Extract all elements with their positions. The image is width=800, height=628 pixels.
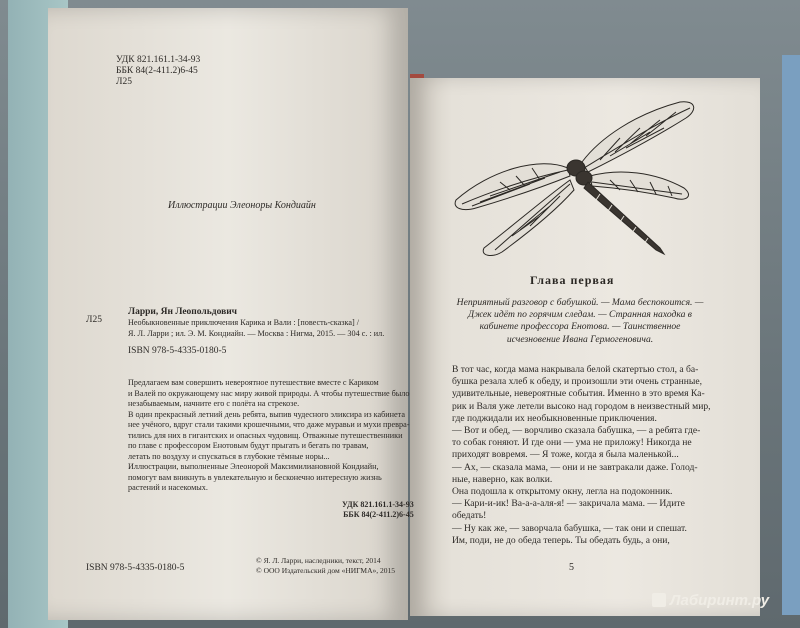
copyright-line: © ООО Издательский дом «НИГМА», 2015 <box>256 566 395 575</box>
body-line: — Ах, — сказала мама, — они и не завтракали даже. Голод- <box>452 461 698 473</box>
copyright <box>256 556 395 576</box>
body-line: ные, наверно, как волки. <box>452 473 553 485</box>
body-line: Она подошла к открытому окну, легла на подоконник. <box>452 486 673 498</box>
body-line: бушка резала хлеб к обеду, и произошли эти очень странные, <box>452 376 703 388</box>
annotation <box>128 378 409 494</box>
udk-line: УДК 821.161.1-34-93 <box>116 55 201 65</box>
dragonfly-illustration <box>450 98 710 268</box>
author-mark-side: Л25 <box>86 315 102 325</box>
labirint-logo-icon <box>652 593 666 607</box>
body-line: В тот час, когда мама накрывала белой скатертью стол, а ба- <box>452 364 699 375</box>
annotation-line: Иллюстрации, выполненные Элеонорой Максимилиановной Кондиайн, <box>128 462 379 471</box>
body-line: приходят вовремя. — Я тоже, когда я была маленькой... <box>452 449 679 461</box>
annotation-line: летать по воздуху и спускаться в глубокие тёмные норы... <box>128 451 330 461</box>
annotation-line: помогут вам вникнуть в увлекательную и бесконечно интересную жизнь <box>128 472 382 482</box>
isbn-line: ISBN 978-5-4335-0180-5 <box>128 346 227 356</box>
body-line: — Ну как же, — заворчала бабушка, — так они и спешат. <box>452 522 687 534</box>
body-line: Им, поди, не до обеда теперь. Ты обедать будь, а они, <box>452 534 670 546</box>
author-name: Ларри, Ян Леопольдович <box>128 307 238 317</box>
annotation-line: незабываемым, начните его с полёта на стрекозе. <box>128 399 300 408</box>
annotation-line: и Валей по окружающему нас миру живой природы. А чтобы путешествие было <box>128 388 410 398</box>
annotation-line: В один прекрасный летний день ребята, выпив чудесного эликсира из кабинета <box>128 409 405 419</box>
annotation-line: Предлагаем вам совершить невероятное путешествие вместе с Кариком <box>128 378 379 387</box>
illustrations-credit: Иллюстрации Элеоноры Кондиайн <box>168 200 316 211</box>
author-mark: Л25 <box>116 77 132 87</box>
bib-line: Я. Л. Ларри ; ил. Э. М. Кондиайн. — Москва : Нигма, 2015. — 304 с. : ил. <box>128 328 385 338</box>
classification-codes <box>342 500 414 520</box>
body-line: где поджидали их необыкновенные приключения. <box>452 412 657 424</box>
watermark-logo <box>652 592 769 609</box>
bbk-code: ББК 84(2-411.2)6-45 <box>343 510 414 519</box>
page-number: 5 <box>569 562 574 573</box>
annotation-line: нее учёного, вдруг стали такими крошечными, что даже муравьи и мухи превра- <box>128 420 410 429</box>
chapter-body <box>452 364 711 547</box>
annotation-line: тились для них в гигантских и опасных чудовищ. Отважные путешественники <box>128 430 403 440</box>
chapter-summary: Неприятный разговор с бабушкой. — Мама беспокоится. — Джек идёт по горячим следам. — Странная находка в кабинете профессора Енотова. — Таинственное исчезновение Ивана Гермогеновича. <box>456 297 704 345</box>
udk-code: УДК 821.161.1-34-93 <box>342 500 414 509</box>
body-line: — Кари-и-ик! Ва-а-а-аля-я! — закричала мама. — Идите <box>452 498 685 510</box>
body-line: обедать! <box>452 510 487 522</box>
annotation-line: растений и насекомых. <box>128 483 208 492</box>
bib-line: Необыкновенные приключения Карика и Вали : [повесть-сказка] / <box>128 318 360 327</box>
udk-block <box>116 55 200 88</box>
watermark-text: Лабиринт.ру <box>670 592 770 609</box>
body-line: — Вот и обед, — ворчливо сказала бабушка, — а ребята где- <box>452 425 701 437</box>
chapter-title: Глава первая <box>530 273 615 287</box>
body-line: то собак гоняют. И где они — ума не приложу! Никогда не <box>452 437 692 449</box>
copyright-line: © Я. Л. Ларри, наследники, текст, 2014 <box>256 556 381 565</box>
body-line: рик и Валя уже летели высоко над городом в неизвестный мир, <box>452 400 711 412</box>
annotation-line: по главе с профессором Енотовым будут прыгать и бегать по травам, <box>128 441 369 450</box>
body-line: удивительные, невероятные события. Именно в это время Ка- <box>452 388 705 400</box>
isbn-bottom: ISBN 978-5-4335-0180-5 <box>86 563 185 573</box>
bbk-line: ББК 84(2-411.2)6-45 <box>116 66 198 76</box>
bibliography <box>128 318 384 339</box>
